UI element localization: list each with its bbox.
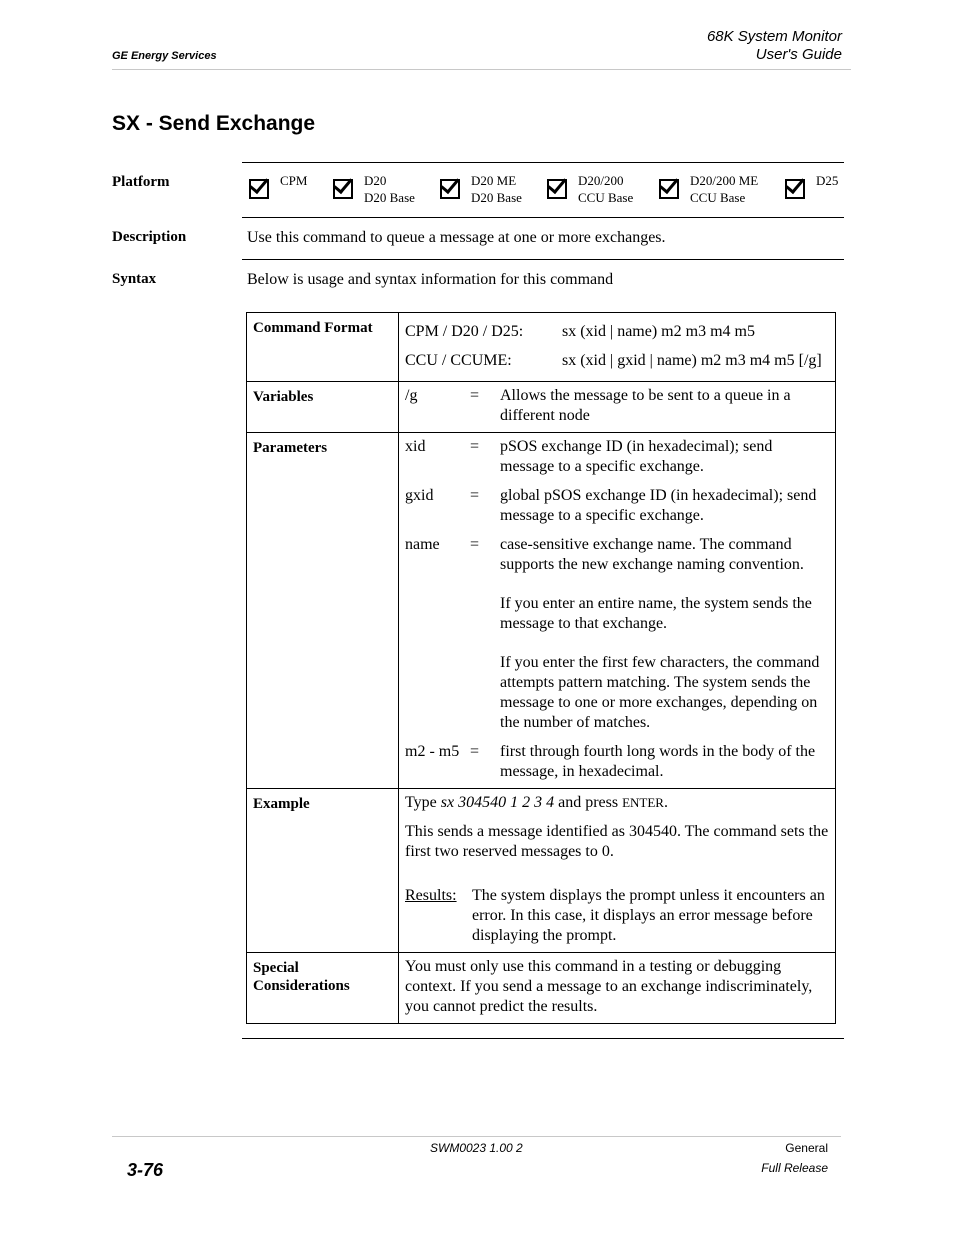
header-company: GE Energy Services (112, 50, 217, 62)
platform-bottom-rule (242, 217, 844, 218)
checkbox-checked-icon (547, 179, 567, 199)
command-format-label: Command Format (247, 313, 399, 382)
table-row-variables (247, 382, 836, 433)
description-text: Use this command to queue a message at one or more exchanges. (247, 229, 666, 246)
results-text: The system displays the prompt unless it encounters an error. In this case, it displays an error message before displaying the prompt. (472, 887, 825, 944)
param-equals: = (470, 487, 480, 504)
checkbox-checked-icon (333, 179, 353, 199)
table-row-command-format (247, 313, 836, 382)
param-desc: first through fourth long words in the body of the message, in hexadecimal. (500, 743, 816, 780)
platform-item-d20me (440, 172, 522, 206)
checkbox-checked-icon (249, 179, 269, 199)
variables-label: Variables (247, 382, 399, 433)
param-equals: = (470, 536, 480, 553)
param-key: gxid (405, 487, 434, 504)
format-platform: CCU / CCUME: (405, 352, 512, 369)
example-command: sx 304540 1 2 3 4 (440, 794, 555, 811)
command-table (246, 312, 836, 1024)
param-key: /g (405, 387, 418, 404)
platform-item-label: D20 (364, 173, 387, 188)
page-number: 3-76 (127, 1160, 164, 1180)
platform-item-label: CPM (280, 173, 308, 188)
platform-item-cpm (249, 172, 307, 199)
param-desc: If you enter an entire name, the system sends the message to that exchange. (500, 595, 812, 632)
special-considerations-label (247, 953, 399, 1024)
platform-item-label: D20 ME (471, 173, 517, 188)
platform-item-label: D20/200 ME (690, 173, 759, 188)
example-type-prefix: Type (405, 794, 441, 811)
platform-top-rule (242, 162, 844, 163)
param-key: xid (405, 438, 426, 455)
platform-item-d20-200 (547, 172, 633, 206)
param-desc: pSOS exchange ID (in hexadecimal); send message to a specific exchange. (500, 438, 773, 475)
checkbox-checked-icon (659, 179, 679, 199)
syntax-label: Syntax (112, 271, 157, 287)
param-key: name (405, 536, 440, 553)
platform-item-sublabel: D20 Base (364, 190, 415, 205)
format-syntax: sx (xid | name) m2 m3 m4 m5 (562, 323, 755, 340)
special-considerations-text: You must only use this command in a testing or debugging context. If you send a message to an exchange indiscriminately, you cannot predict the results. (399, 953, 836, 1024)
platform-item-sublabel: D20 Base (471, 190, 522, 205)
header-doc-title-line1: 68K System Monitor (706, 28, 842, 45)
checkbox-checked-icon (785, 179, 805, 199)
syntax-text: Below is usage and syntax information for this command (247, 271, 614, 288)
platform-label: Platform (112, 174, 170, 190)
footer-doc-id: SWM0023 1.00 2 (430, 1141, 523, 1155)
example-type-mid: and press (554, 794, 623, 811)
param-key: m2 - m5 (405, 743, 460, 760)
results-label: Results: (405, 887, 457, 904)
footer-rule (112, 1136, 841, 1137)
param-equals: = (470, 438, 480, 455)
param-equals: = (470, 743, 480, 760)
param-desc: case-sensitive exchange name. The command supports the new exchange naming convention. (500, 536, 804, 573)
example-instruction (405, 793, 829, 813)
special-label-line2: Considerations (253, 978, 350, 994)
header-doc-title (707, 28, 842, 64)
checkbox-checked-icon (440, 179, 460, 199)
description-label: Description (112, 229, 187, 245)
param-desc: Allows the message to be sent to a queue in a different node (500, 387, 791, 424)
example-key: ENTER (622, 795, 664, 810)
platform-item-label: D25 (816, 173, 839, 188)
parameters-label: Parameters (247, 433, 399, 789)
platform-item-d20-200me (659, 172, 758, 206)
header-doc-title-line2: User's Guide (755, 46, 842, 63)
table-row-special (247, 953, 836, 1024)
platform-item-sublabel: CCU Base (578, 190, 634, 205)
page-title: SX - Send Exchange (112, 112, 316, 135)
header-rule (112, 69, 851, 70)
platform-item-sublabel: CCU Base (690, 190, 746, 205)
table-row-parameters (247, 433, 836, 789)
platform-item-d20 (333, 172, 415, 206)
table-row-example (247, 789, 836, 953)
format-platform: CPM / D20 / D25: (405, 323, 524, 340)
description-bottom-rule (242, 259, 844, 260)
special-label-line1: Special (253, 960, 299, 976)
format-syntax: sx (xid | gxid | name) m2 m3 m4 m5 [/g] (562, 352, 822, 369)
platform-item-d25 (785, 172, 838, 199)
param-equals: = (470, 387, 480, 404)
param-desc: If you enter the first few characters, the command attempts pattern matching. The system sends the message to one or more exchanges, depending on the number of matches. (500, 654, 820, 731)
example-label: Example (247, 789, 399, 953)
example-type-end: . (663, 794, 668, 811)
param-desc: global pSOS exchange ID (in hexadecimal); send message to a specific exchange. (500, 487, 817, 524)
footer-release: Full Release (761, 1161, 828, 1175)
syntax-bottom-rule (242, 1038, 844, 1039)
platform-item-label: D20/200 (578, 173, 624, 188)
footer-classification: General (785, 1141, 828, 1155)
example-explanation: This sends a message identified as 304540. The command sets the first two reserved messages to 0. (405, 823, 829, 860)
